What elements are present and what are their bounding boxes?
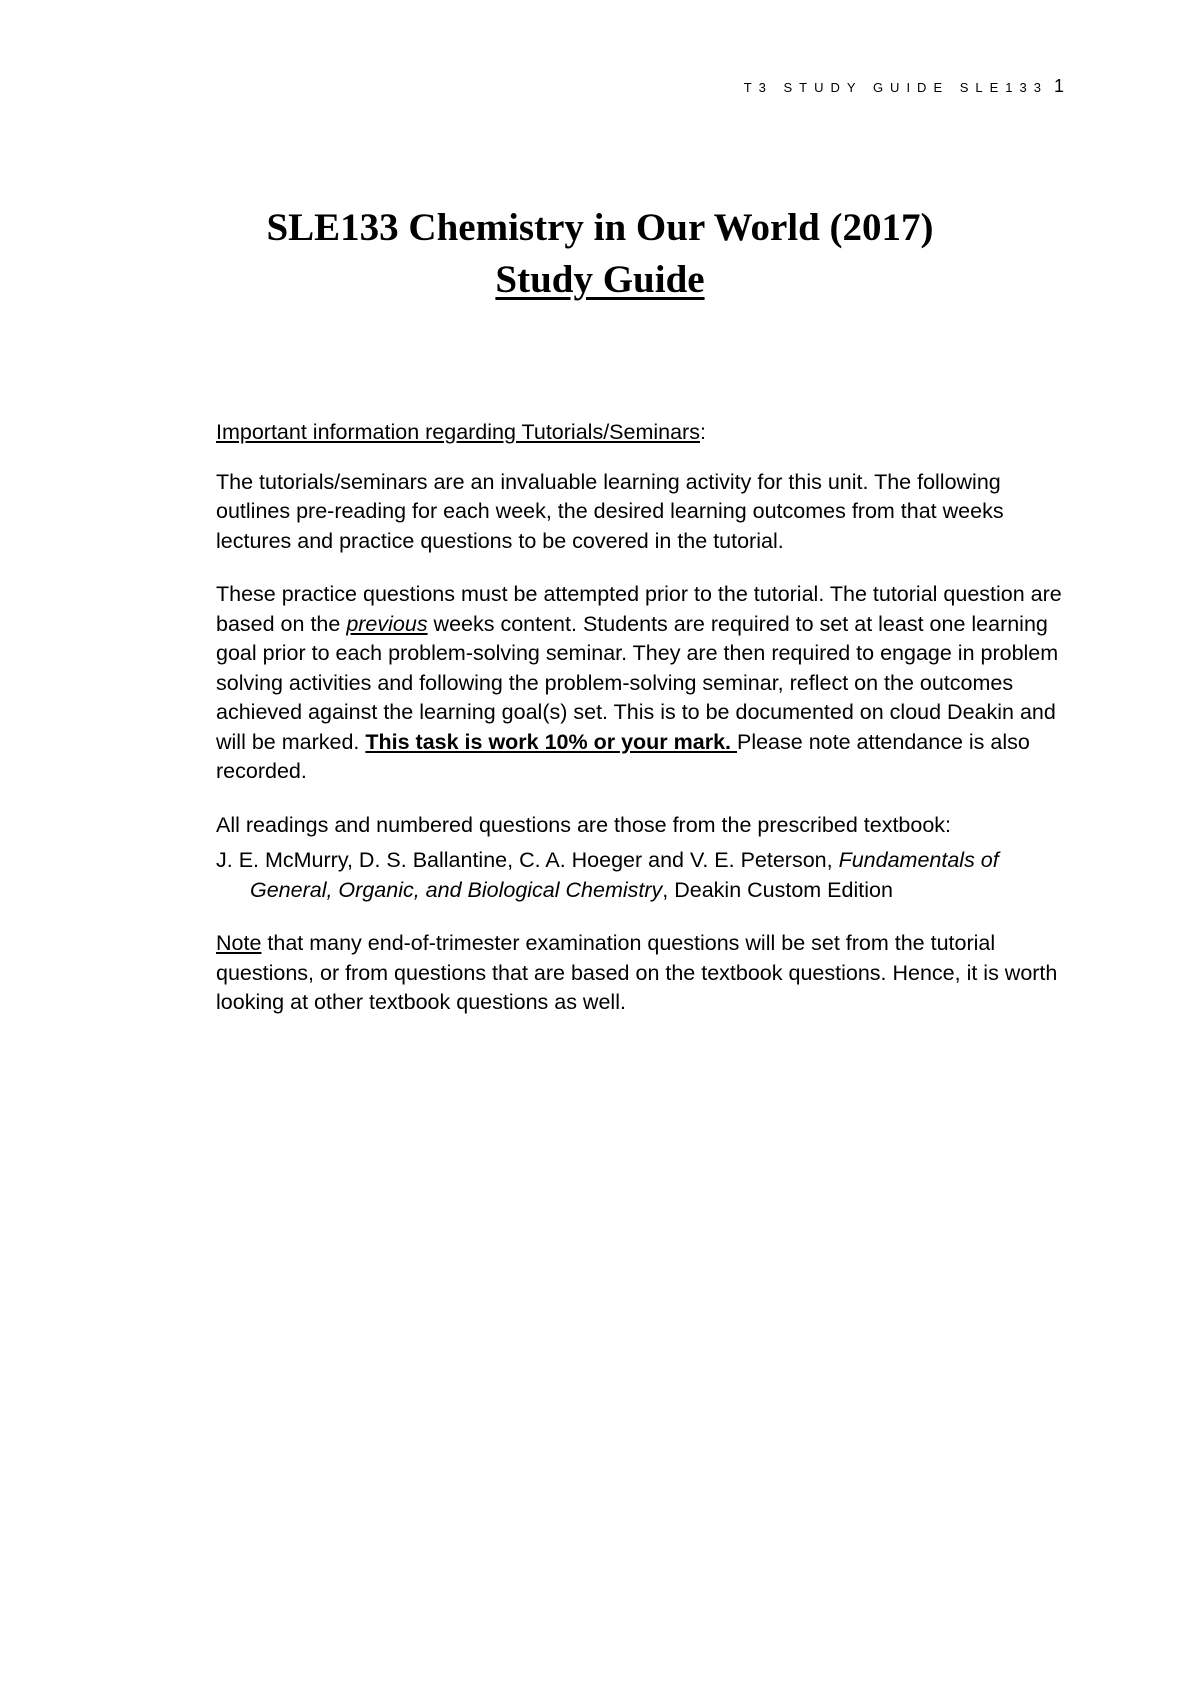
running-header-text: T3 STUDY GUIDE SLE133	[743, 80, 1048, 95]
document-title: SLE133 Chemistry in Our World (2017)	[266, 206, 934, 249]
practice-text-c: Please note attendance is also recorded.	[216, 729, 1030, 783]
section-heading-colon: :	[699, 420, 706, 444]
document-subtitle: Study Guide	[495, 258, 705, 301]
body-content	[216, 418, 1076, 1042]
section-heading	[216, 418, 1076, 448]
paragraph-tutorials-intro: The tutorials/seminars are an invaluable learning activity for this unit. The following outlines pre-reading for each week, the desired learning outcomes from that weeks lectures and practice questions to be covered in the tutorial.	[216, 469, 1004, 553]
note-label: Note	[216, 931, 262, 955]
note-text: that many end-of-trimester examination questions will be set from the tutorial questions, or from questions that are based on the textbook questions. Hence, it is worth looking at other textbook questions as well.	[216, 931, 1058, 1014]
paragraph-practice-questions	[216, 580, 1076, 787]
textbook-reference	[216, 846, 1076, 905]
running-header	[744, 76, 1064, 97]
paragraph-note	[216, 929, 1076, 1018]
task-weight-note: This task is work 10% or your mark.	[365, 729, 737, 754]
paragraph-readings: All readings and numbered questions are those from the prescribed textbook:	[216, 812, 952, 837]
page-number: 1	[1053, 76, 1064, 96]
practice-text-a: These practice questions must be attempted prior to the tutorial. The tutorial question are based on the	[216, 582, 1062, 636]
practice-text-b: weeks content. Students are required to set at least one learning goal prior to each problem-solving seminar. They are then required to engage in problem solving activities and following the problem-solving seminar, reflect on the outcomes achieved against the learning goal(s) set. This is to be documented on cloud Deakin and will be marked.	[216, 611, 1059, 754]
section-heading-text: Important information regarding Tutorials/Seminars	[216, 420, 700, 444]
emphasis-previous: previous	[346, 611, 428, 636]
reference-title: Fundamentals of General, Organic, and Biological Chemistry	[250, 848, 999, 902]
title-block	[0, 202, 1200, 306]
reference-edition: , Deakin Custom Edition	[662, 877, 893, 902]
reference-authors: J. E. McMurry, D. S. Ballantine, C. A. Hoeger and V. E. Peterson,	[216, 848, 839, 872]
